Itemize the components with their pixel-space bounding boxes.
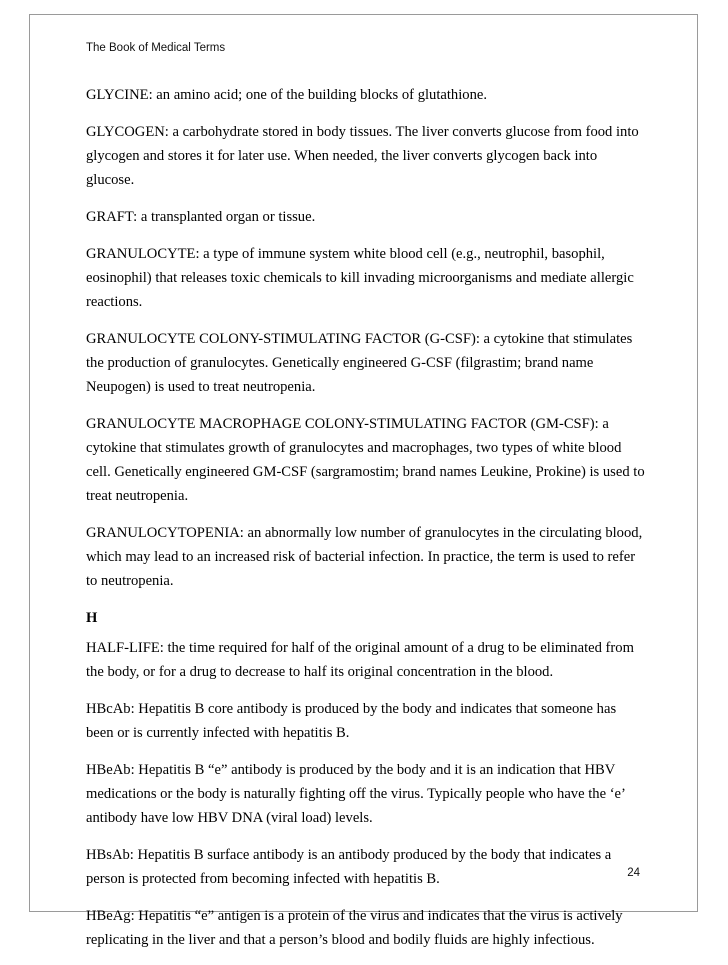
glossary-entry-graft: GRAFT: a transplanted organ or tissue. — [86, 209, 316, 225]
glossary-entry-gm-csf: GRANULOCYTE MACROPHAGE COLONY-STIMULATING FACTOR (GM-CSF): a cytokine that stimulates growth of granulocytes and macrophages, two types of white blood cell. Genetically engineered GM-CSF (sargramostim; brand names Leukine, Prokine) is used to treat neutropenia. — [86, 416, 645, 504]
glossary-entry-hbsab: HBsAb: Hepatitis B surface antibody is an antibody produced by the body that indicates a person is protected from becoming infected with hepatitis B. — [86, 847, 612, 887]
glossary-entry-hbcab: HBcAb: Hepatitis B core antibody is produced by the body and indicates that someone has been or is currently infected with hepatitis B. — [86, 701, 617, 741]
glossary-entry-g-csf: GRANULOCYTE COLONY-STIMULATING FACTOR (G-CSF): a cytokine that stimulates the production of granulocytes. Genetically engineered G-CSF (filgrastim; brand name Neupogen) is used to treat neutropenia. — [86, 331, 633, 395]
glossary-entry-granulocyte: GRANULOCYTE: a type of immune system white blood cell (e.g., neutrophil, basophil, eosinophil) that releases toxic chemicals to kill invading microorganisms and mediate allergic reactions. — [86, 246, 634, 310]
page-number: 24 — [627, 867, 640, 879]
glossary-entry-glycine: GLYCINE: an amino acid; one of the building blocks of glutathione. — [86, 87, 487, 103]
section-heading-h: H — [86, 610, 98, 626]
glossary-entry-half-life: HALF-LIFE: the time required for half of the original amount of a drug to be eliminated from the body, or for a drug to decrease to half its original concentration in the blood. — [86, 640, 634, 680]
running-header: The Book of Medical Terms — [86, 42, 226, 54]
glossary-entry-hbeag: HBeAg: Hepatitis “e” antigen is a protein of the virus and indicates that the virus is actively replicating in the liver and that a person’s blood and bodily fluids are highly infectious. — [86, 908, 623, 948]
glossary-entry-hbeab: HBeAb: Hepatitis B “e” antibody is produced by the body and it is an indication that HBV medications or the body is naturally fighting off the virus. Typically people who have the ‘e’ antibody have low HBV DNA (viral load) levels. — [86, 762, 625, 826]
glossary-entry-granulocytopenia: GRANULOCYTOPENIA: an abnormally low number of granulocytes in the circulating blood, which may lead to an increased risk of bacterial infection. In practice, the term is used to refer to neutropenia. — [86, 525, 643, 589]
glossary-entry-glycogen: GLYCOGEN: a carbohydrate stored in body tissues. The liver converts glucose from food into glycogen and stores it for later use. When needed, the liver converts glycogen back into glucose. — [86, 124, 639, 188]
glossary-content — [86, 83, 646, 965]
